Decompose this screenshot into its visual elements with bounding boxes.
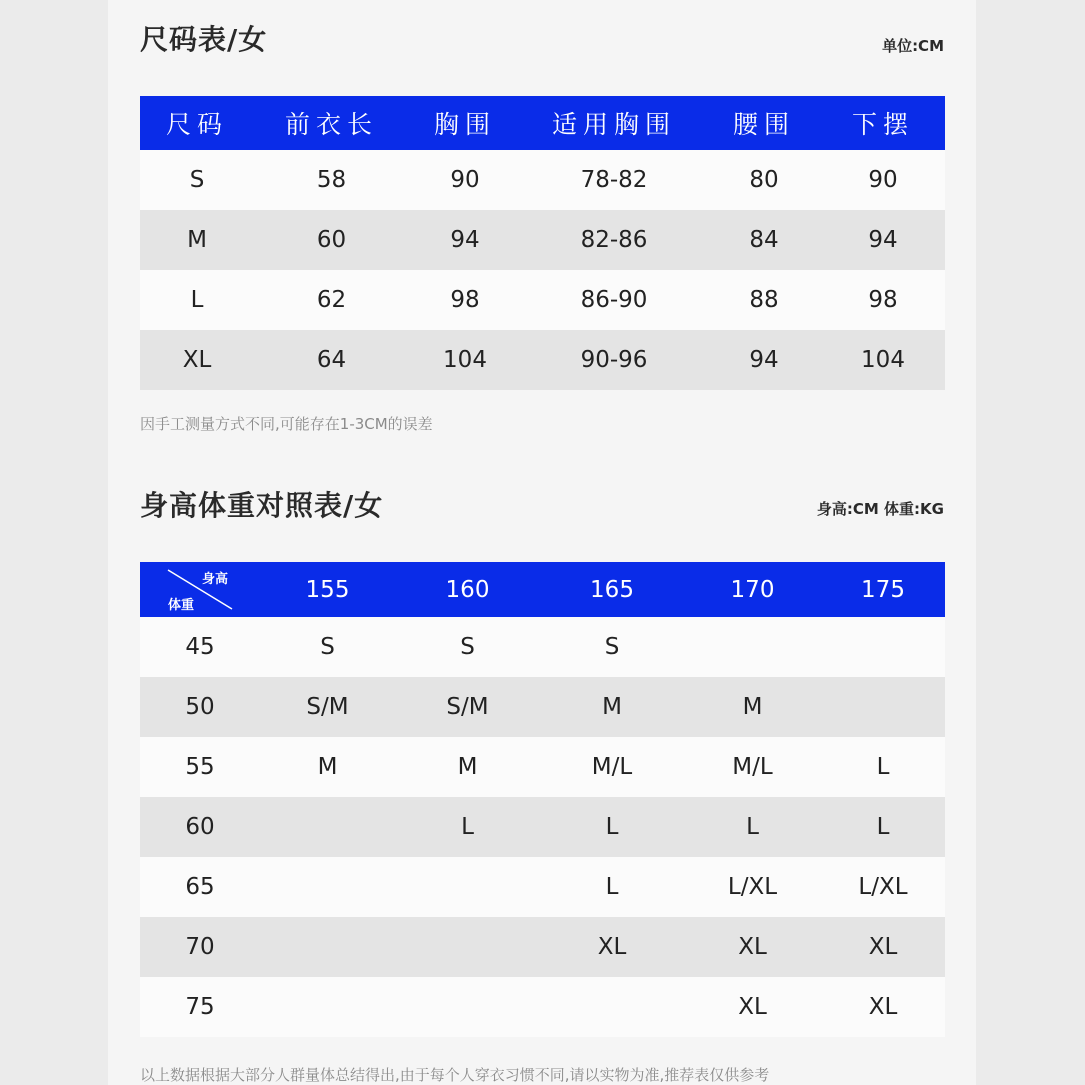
size-cell: S	[540, 617, 684, 677]
table-row	[140, 737, 945, 797]
size-cell: M	[395, 737, 540, 797]
table-cell: 98	[821, 270, 945, 330]
recommendation-note: 以上数据根据大部分人群量体总结得出,由于每个人穿衣习惯不同,请以实物为准,推荐表仅供参考	[140, 1066, 770, 1084]
size-chart-title: 尺码表/女	[140, 23, 268, 56]
size-cell: XL	[684, 977, 821, 1037]
weight-cell: 65	[140, 857, 260, 917]
size-cell: L	[821, 797, 945, 857]
table-cell: 78-82	[521, 150, 707, 210]
size-cell	[260, 857, 395, 917]
table-row	[140, 210, 945, 270]
size-cell	[260, 917, 395, 977]
size-cell: S/M	[395, 677, 540, 737]
table-cell: XL	[140, 330, 254, 390]
size-cell: L/XL	[821, 857, 945, 917]
size-cell: M	[260, 737, 395, 797]
table-row	[140, 797, 945, 857]
table-row	[140, 977, 945, 1037]
size-cell	[260, 797, 395, 857]
size-cell: XL	[821, 917, 945, 977]
table-cell: 90-96	[521, 330, 707, 390]
size-cell: L	[684, 797, 821, 857]
size-cell	[395, 857, 540, 917]
weight-cell: 50	[140, 677, 260, 737]
height-header: 165	[540, 562, 684, 617]
size-cell: L/XL	[684, 857, 821, 917]
table-cell: 94	[707, 330, 821, 390]
size-cell: L	[540, 857, 684, 917]
weight-cell: 70	[140, 917, 260, 977]
table-cell: 94	[409, 210, 521, 270]
weight-cell: 55	[140, 737, 260, 797]
table-cell: 64	[254, 330, 409, 390]
size-cell	[821, 617, 945, 677]
table-row	[140, 330, 945, 390]
table-row	[140, 150, 945, 210]
header-cell: 腰围	[707, 96, 821, 150]
table-cell: 88	[707, 270, 821, 330]
size-cell: L	[395, 797, 540, 857]
size-cell: S/M	[260, 677, 395, 737]
header-cell: 下摆	[821, 96, 945, 150]
height-header: 155	[260, 562, 395, 617]
size-cell: S	[260, 617, 395, 677]
table-cell: 94	[821, 210, 945, 270]
diagonal-divider	[140, 562, 260, 617]
height-header: 170	[684, 562, 821, 617]
size-chart-header-row	[140, 96, 945, 150]
table-cell: L	[140, 270, 254, 330]
table-cell: 58	[254, 150, 409, 210]
size-cell	[260, 977, 395, 1037]
table-cell: S	[140, 150, 254, 210]
weight-cell: 75	[140, 977, 260, 1037]
table-cell: 60	[254, 210, 409, 270]
header-cell: 适用胸围	[521, 96, 707, 150]
size-cell: L	[540, 797, 684, 857]
table-row	[140, 917, 945, 977]
height-weight-table	[140, 562, 945, 1037]
corner-cell	[140, 562, 260, 617]
header-cell: 尺码	[140, 96, 254, 150]
table-cell: 84	[707, 210, 821, 270]
table-row	[140, 677, 945, 737]
table-cell: 98	[409, 270, 521, 330]
size-cell: M/L	[684, 737, 821, 797]
weight-cell: 60	[140, 797, 260, 857]
size-cell: M/L	[540, 737, 684, 797]
table-cell: M	[140, 210, 254, 270]
header-cell: 前衣长	[254, 96, 409, 150]
table-row	[140, 617, 945, 677]
table-cell: 90	[821, 150, 945, 210]
size-cell	[821, 677, 945, 737]
ref-chart-title: 身高体重对照表/女	[140, 489, 384, 522]
table-cell: 104	[409, 330, 521, 390]
table-cell: 86-90	[521, 270, 707, 330]
height-header: 160	[395, 562, 540, 617]
size-cell: L	[821, 737, 945, 797]
table-cell: 82-86	[521, 210, 707, 270]
size-cell	[684, 617, 821, 677]
size-chart-table	[140, 96, 945, 390]
size-cell: M	[684, 677, 821, 737]
table-row	[140, 270, 945, 330]
size-cell	[395, 917, 540, 977]
size-cell: XL	[684, 917, 821, 977]
corner-height-label: 身高	[202, 572, 229, 587]
table-cell: 80	[707, 150, 821, 210]
size-cell: M	[540, 677, 684, 737]
table-cell: 104	[821, 330, 945, 390]
ref-header-row	[140, 562, 945, 617]
ref-chart-unit: 身高:CM 体重:KG	[816, 500, 944, 518]
table-cell: 90	[409, 150, 521, 210]
measurement-note: 因手工测量方式不同,可能存在1-3CM的误差	[140, 415, 433, 433]
size-cell: XL	[821, 977, 945, 1037]
corner-weight-label: 体重	[168, 598, 195, 613]
size-chart-unit: 单位:CM	[882, 37, 944, 55]
header-cell: 胸围	[409, 96, 521, 150]
size-cell: S	[395, 617, 540, 677]
weight-cell: 45	[140, 617, 260, 677]
size-cell	[395, 977, 540, 1037]
height-header: 175	[821, 562, 945, 617]
table-cell: 62	[254, 270, 409, 330]
table-row	[140, 857, 945, 917]
size-cell: XL	[540, 917, 684, 977]
size-cell	[540, 977, 684, 1037]
